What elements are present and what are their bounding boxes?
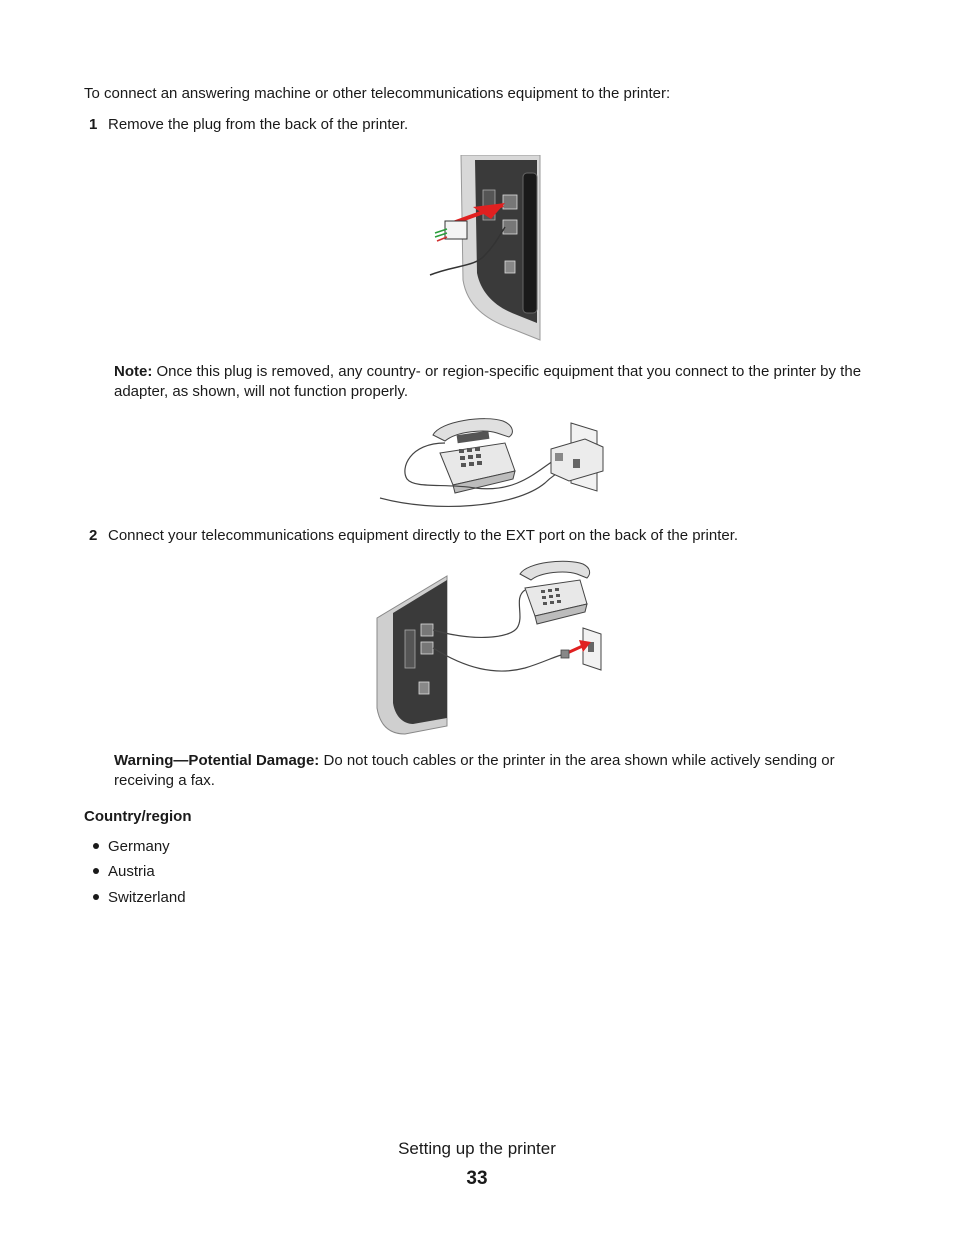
bullet-marker xyxy=(93,843,99,849)
keypad xyxy=(541,588,561,605)
warning-text: Do not touch cables or the printer in the area shown while actively sending or receiving a fax. xyxy=(114,752,835,789)
footer-section-title: Setting up the printer xyxy=(398,1139,556,1158)
note-paragraph xyxy=(114,362,884,402)
printer-ext-port-connection-illustration xyxy=(375,558,615,738)
note-text: Once this plug is removed, any country- or region-specific equipment that you connect to the printer by the adapter, as shown, will not function properly. xyxy=(114,363,862,400)
step-1-text: Remove the plug from the back of the printer. xyxy=(108,116,409,133)
step-2-text: Connect your telecommunications equipment directly to the EXT port on the back of the printer. xyxy=(108,527,739,544)
step-1-number: 1 xyxy=(89,116,98,133)
country-item-austria: Austria xyxy=(108,863,155,880)
country-item-germany: Germany xyxy=(108,838,170,855)
telephone-adapter-illustration xyxy=(375,413,615,513)
note-label: Note: xyxy=(114,363,153,380)
warning-label: Warning—Potential Damage: xyxy=(114,752,320,769)
printer-plug-removal-illustration xyxy=(425,155,555,345)
page-number: 33 xyxy=(466,1168,488,1189)
country-item-switzerland: Switzerland xyxy=(108,889,186,906)
bullet-marker xyxy=(93,894,99,900)
country-region-heading: Country/region xyxy=(84,808,192,825)
intro-text: To connect an answering machine or other telecommunications equipment to the printer: xyxy=(84,85,671,102)
keypad xyxy=(459,447,482,467)
warning-paragraph xyxy=(114,751,884,791)
bullet-marker xyxy=(93,868,99,874)
step-2-number: 2 xyxy=(89,527,98,544)
